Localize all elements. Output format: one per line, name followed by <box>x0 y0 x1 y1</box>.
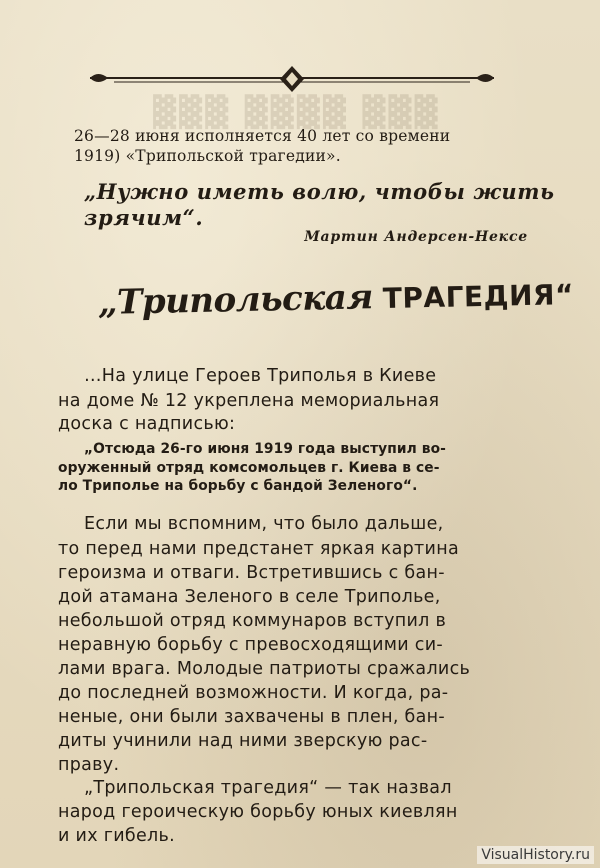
paragraph2-line: диты учинили над ними зверскую рас- <box>58 731 428 751</box>
watermark: VisualHistory.ru <box>477 846 594 864</box>
paragraph3-line: и их гибель. <box>58 826 176 846</box>
paragraph3-line: народ героическую борьбу юных киевлян <box>58 802 458 822</box>
epigraph-line-2: зрячим“. <box>84 205 204 230</box>
paragraph2-line: героизма и отваги. Встретившись с бан- <box>58 563 445 583</box>
inscription-line: ло Триполье на борьбу с бандой Зеленого“. <box>58 478 418 494</box>
paragraph2-line: дой атамана Зеленого в селе Триполье, <box>58 587 441 607</box>
epigraph-author: Мартин Андерсен-Нексе <box>304 229 528 245</box>
intro-line-1: 26—28 июня исполняется 40 лет со времени <box>74 127 451 145</box>
paragraph2-line: то перед нами предстанет яркая картина <box>58 539 459 559</box>
inscription-line: оруженный отряд комсомольцев г. Киева в се- <box>58 460 440 476</box>
inscription-line: „Отсюда 26-го июня 1919 года выступил во- <box>84 441 446 457</box>
paragraph2-line: до последней возможности. И когда, ра- <box>58 683 449 703</box>
paragraph3-line: „Трипольская трагедия“ — так назвал <box>84 778 452 798</box>
headline <box>98 273 575 323</box>
paragraph1-line: на доме № 12 укреплена мемориальная <box>58 391 440 411</box>
paragraph1-line: доска с надписью: <box>58 414 236 434</box>
paragraph2-line: Если мы вспомним, что было дальше, <box>84 514 444 534</box>
paragraph1-line: …На улице Героев Триполья в Киеве <box>84 366 437 386</box>
paragraph2-line: праву. <box>58 755 120 775</box>
paragraph2-line: небольшой отряд коммунаров вступил в <box>58 611 447 631</box>
headline-block: ТРАГЕДИЯ“ <box>382 278 575 316</box>
intro-line-2: 1919) «Трипольской трагедии». <box>74 147 341 165</box>
bleed-through-texture: ▓▓▓ ▓▓▓▓ ▓▓▓ <box>150 95 438 130</box>
paragraph2-line: неные, они были захвачены в плен, бан- <box>58 707 446 727</box>
paragraph2-line: неравную борьбу с превосходящими си- <box>58 635 444 655</box>
epigraph-line-1: „Нужно иметь волю, чтобы жить <box>84 179 555 204</box>
headline-script: „Трипольская <box>97 277 374 323</box>
paragraph2-line: лами врага. Молодые патриоты сражались <box>58 659 471 679</box>
ornament-divider <box>84 64 500 96</box>
